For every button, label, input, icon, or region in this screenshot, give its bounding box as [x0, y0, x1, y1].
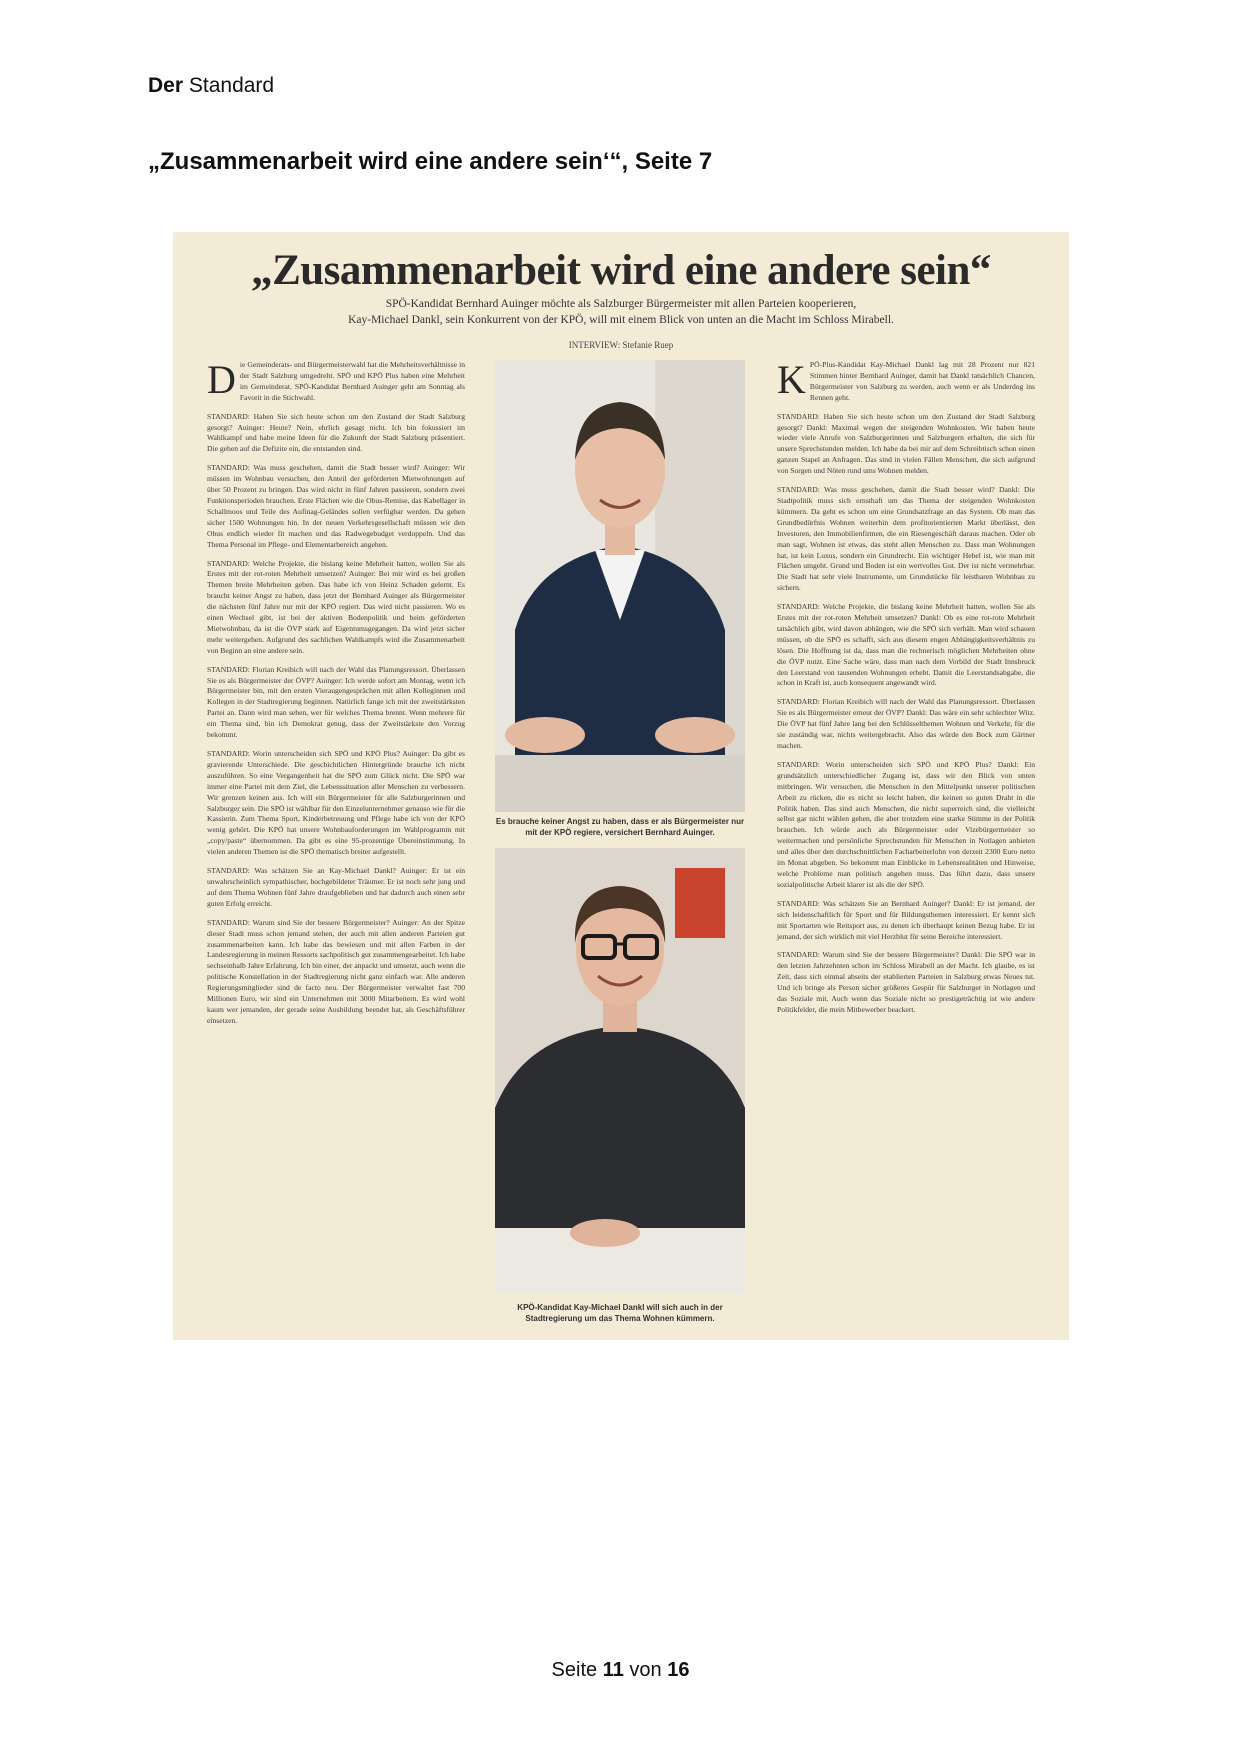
- left-paragraph: STANDARD: Was schätzen Sie an Kay-Michael Dankl? Auinger: Er ist ein unwahrscheinlich sympathischer, hochgebildeter Träumer. Er ist noch sehr jung und auf dem Thema Wohnen fünf Jahre draufgeblieben und hat dadurch auch einen sehr guten Erfolg erreicht.: [207, 866, 465, 908]
- right-column: [777, 357, 1035, 1024]
- newspaper-clipping: [173, 232, 1069, 1340]
- right-paragraph: STANDARD: Welche Projekte, die bislang keine Mehrheit hatten, wollen Sie als Erstes mit der rot-roten Mehrheit umsetzen? Dankl: Ob es eine rot-rote Mehrheit tatsächlich gibt, wird davon abhängen, wie die SPÖ sich verhält. Man wird schauen müssen, ob die SPÖ es schafft, sich aus diesem engen Abhängigkeitsverhältnis zu lösen. Die Hoffnung ist da, dass man die rechnerisch möglichen Mehrheiten ohne die ÖVP nutzt. Eine Sache wäre, dass man nach dem Vorbild der Stadt Innsbruck den Leerstand von tausenden Wohnungen erhebt. Damit die Leerstandsabgabe, die schon in Kraft ist, auch konsequent angewandt wird.: [777, 602, 1035, 688]
- publication-name-bold: Der: [148, 74, 184, 97]
- left-paragraph: STANDARD: Florian Kreibich will nach der Wahl das Planungsressort. Überlassen Sie es als Bürgermeister der ÖVP? Auinger: Ich werde sofort am Montag, wenn ich Bürgermeister bin, mit den ersten Vieraugengesprächen mit allen Kolleginnen und Kollegen in der Stadtregierung beginnen. Natürlich fange ich mit der zweitstärksten Partei an. Dann wird man sehen, wer für welches Thema brennt. Wenn mehrere für ein Thema sind, bin ich Demokrat genug, dass der Zweitstärkste den Vorzug bekommt.: [207, 664, 465, 740]
- document-title: „Zusammenarbeit wird eine andere sein‘“, Seite 7: [148, 148, 713, 175]
- portrait-auinger-illustration: [495, 360, 745, 812]
- right-paragraph: STANDARD: Warum sind Sie der bessere Bürgermeister? Dankl: Die SPÖ war in den letzten Jahrzehnten schon im Schloss Mirabell an der Macht. Ich glaube, es ist Zeit, dass sich einmal abseits der etablierten Parteien in Salzburg etwas Neues tut. Und ich bringe als Person sicher größeres Gespür für Salzburger in Notlagen und das Soziale mit. Auch wenn das Soziale nicht so prestigeträchtig ist wie andere Politikfelder, die mein Mitbewerber beackert.: [777, 950, 1035, 1014]
- article-lede: [173, 296, 1069, 328]
- right-dropcap: K: [777, 357, 806, 402]
- right-paragraph: PÖ-Plus-Kandidat Kay-Michael Dankl lag mit 28 Prozent nur 821 Stimmen hinter Bernhard Auinger, damit hat Dankl tatsächlich Chancen, Bürgermeister von Salzburg zu werden, auch wenn er als Underdog ins Rennen geht.: [809, 360, 1035, 402]
- right-paragraph: STANDARD: Was muss geschehen, damit die Stadt besser wird? Dankl: Die Stadtpolitik muss sich ernsthaft um das Thema der steigenden Wohnkosten kümmern. Da geht es schon um eine Grundsatzfrage an das System. Ob man das Grundbedürfnis Wohnen weiterhin dem profitorientierten Markt überlässt, den Investoren, den Immobilienfirmen, die ein Riesengeschäft daraus machen. Oder ob man sagt, Wohnen ist etwas, das steht allen Menschen zu. Dass man Wohnungen hat, ist kein Luxus, sondern ein Grundrecht. Ein wichtiger Hebel ist, wie man mit Flächen umgeht. Grund und Boden ist ein wertvolles Gut. Der ist nicht vermehrbar. Die Stadt hat sehr viele Instrumente, um Grundstücke für leistbaren Wohnbau zu sichern.: [777, 485, 1035, 593]
- left-paragraph: STANDARD: Welche Projekte, die bislang keine Mehrheit hatten, wollen Sie als Erstes mit der rot-roten Mehrheit umsetzen? Auinger: Bei mir wird es bei großen Themen breite Mehrheiten geben. Das habe ich von Heinz Schaden gelernt. Es braucht keiner Angst zu haben, dass jetzt der Bernhard Auinger als Bürgermeister die nächsten fünf Jahre nur mit der KPÖ regiert. Das wird nicht passieren. Wo es einen Wechsel gibt, ist bei der aktiven Bodenpolitik und beim geförderten Mietwohnbau, da ist die ÖVP stark auf Eigentumsgegangen. Da wird jetzt sicher mehr weitergehen. Aufgrund des sachlichen Wahlkampfs wird die Zusammenarbeit von Beginn an eine andere sein.: [207, 558, 465, 655]
- right-paragraph: STANDARD: Was schätzen Sie an Bernhard Auinger? Dankl: Er ist jemand, der sich leidenschaftlich für Sport und für Bildungsthemen interessiert. Er kennt sich mit Sportarten wie Reitsport aus, zu denen ich überhaupt keinen Bezug habe. Er ist jemand, der sich wirklich mit viel Herzblut für seine Bereiche interessiert.: [777, 898, 1035, 941]
- photo-dankl: [495, 848, 745, 1294]
- article-headline: „Zusammenarbeit wird eine andere sein“: [251, 247, 991, 294]
- right-paragraph: STANDARD: Florian Kreibich will nach der Wahl das Planungsressort. Überlassen Sie es als Bürgermeister erneut der ÖVP? Dankl: Das wäre ein sehr schlechter Witz. Die ÖVP hat fünf Jahre lang bei den Schlüsselthemen Wohnen und Verkehr, für die sie zuständig war, nichts weitergebracht. Also das würde den Bock zum Gärtner machen.: [777, 697, 1035, 750]
- lede-line-2: Kay-Michael Dankl, sein Konkurrent von der KPÖ, will mit einem Blick von unten an die Macht im Schloss Mirabell.: [348, 314, 894, 326]
- portrait-dankl-illustration: [495, 848, 745, 1294]
- publication-name: [148, 74, 274, 98]
- right-paragraph: STANDARD: Haben Sie sich heute schon um den Zustand der Stadt Salzburg gesorgt? Dankl: Maximal wegen der steigenden Wohnkosten. Wir haben heute wieder viele Anrufe von Salzburgerinnen und Salzburgern erhalten, die sich für unsere Sprechstunden melden. Ich habe da bei mir auf dem Schreibtisch schon einen ganzen Stapel an Anfragen. Das sind in vielen Fällen Menschen, die sich aufgrund von Sorgen und Nöten rund ums Wohnen melden.: [777, 411, 1035, 476]
- photo-caption-bottom: KPÖ-Kandidat Kay-Michael Dankl will sich auch in der Stadtregierung um das Thema Wohnen kümmern.: [517, 1303, 723, 1323]
- publication-name-regular: Standard: [188, 74, 275, 97]
- left-paragraph: STANDARD: Warum sind Sie der bessere Bürgermeister? Auinger: An der Spitze dieser Stadt muss schon jemand stehen, der auch mit allen anderen Parteien gut zusammenarbeiten kann. Ich habe das bewiesen und mit allen Farben in der Landesregierung in meinen Ressorts sachpolitisch gut zusammengearbeitet. Ich habe sechseinhalb Jahre Erfahrung. Ich bin einer, der anpackt und umsetzt, auch wenn die politische Konstellation in der Stadtregierung nicht ganz einfach war. Alle anderen Regierungsmitglieder sind de facto neu. Der Bürgermeister verwaltet fast 700 Millionen Euro, wir sind ein Unternehmen mit 3000 Mitarbeitern. Es wird wohl kaum wer jemanden, der gerade seine Ausbildung beendet hat, als Geschäftsführer einsetzen.: [207, 917, 465, 1025]
- left-dropcap: D: [207, 357, 236, 402]
- left-column: [207, 357, 465, 1035]
- left-paragraph: ie Gemeinderats- und Bürgermeisterwahl hat die Mehrheitsverhältnisse in der Stadt Salzburg umgedreht. SPÖ und KPÖ Plus haben eine Mehrheit im Gemeinderat. SPÖ-Kandidat Bernhard Auinger geht am Sonntag als Favorit in die Stichwahl.: [239, 360, 465, 402]
- left-paragraph: STANDARD: Worin unterscheiden sich SPÖ und KPÖ Plus? Auinger: Da gibt es gravierende Unterschiede. Die geschichtlichen Hintergründe brauche ich nicht auszuführen. So eine Vergangenheit hat die SPÖ zum Glück nicht. Die SPÖ war immer eine Partei mit dem Ziel, die Lebenssituation aller Menschen zu verbessern. Wir grenzen keinen aus. Ich will ein Bürgermeister für alle Salzburgerinnen und Salzburger sein. Die SPÖ ist wählbar für den Einzelunternehmer genauso wie für die Kassierin. Zum Thema Sport, Kinderbetreuung und Pflege habe ich von der KPÖ wenig gehört. Die KPÖ hat unsere Wohnbauforderungen im Wahlprogramm mit „copy/paste“ übernommen. Da gibt es eine 95-prozentige Übereinstimmung. In vielen anderen Themen ist die SPÖ thematisch breiter aufgestellt.: [207, 749, 465, 857]
- photo-caption-top: Es brauche keiner Angst zu haben, dass er als Bürgermeister nur mit der KPÖ regiere, versichert Bernhard Auinger.: [495, 817, 745, 837]
- page-separator: von: [629, 1659, 662, 1681]
- lede-line-1: SPÖ-Kandidat Bernhard Auinger möchte als Salzburger Bürgermeister mit allen Parteien kooperieren,: [385, 298, 857, 310]
- right-paragraph: STANDARD: Worin unterscheiden sich SPÖ und KPÖ Plus? Dankl: Ein grundsätzlich unterschiedlicher Zugang ist, dass wir den Blick von unten mitbringen. Wir versuchen, die Menschen in den Mittelpunkt unserer politischen Arbeit zu rücken, die es nicht so leicht haben, die keinen so guten Draht in die Politik haben. Das sind auch Menschen, die nicht superreich sind, die vielleicht selbst gar nicht wählen gehen, die aber trotzdem eine starke Stimme in der Politik brauchen. Ich würde auch als Bürgermeister oder Vizebürgermeister so weitermachen und persönliche Sprechstunden für Menschen in Notlagen anbieten und alles über den durchschnittlichen Facharbeiterlohn von derzeit 2300 Euro netto im Monat abgeben. So bekommt man Einblicke in Lebensrealitäten und Hinweise, welche Probleme man politisch angehen muss. Das führt dazu, dass unsere sozialpolitische Arbeit klarer ist als die der SPÖ.: [777, 759, 1035, 889]
- photo-auinger: [495, 360, 745, 812]
- page-total: 16: [667, 1659, 690, 1681]
- interview-credit: INTERVIEW: Stefanie Ruep: [568, 340, 674, 350]
- page-current: 11: [602, 1659, 624, 1681]
- page-prefix: Seite: [551, 1659, 598, 1681]
- left-paragraph: STANDARD: Haben Sie sich heute schon um den Zustand der Stadt Salzburg gesorgt? Auinger: Heute? Nein, ehrlich gesagt nicht. Ich bin fokussiert im Wahlkampf und habe meine Ideen für die Zukunft der Stadt Salzburg präsentiert. Die gehen auf die Defizite ein, die entstanden sind.: [207, 411, 465, 454]
- left-paragraph: STANDARD: Was muss geschehen, damit die Stadt besser wird? Auinger: Wir müssen im Wohnbau versuchen, den Anteil der geförderten Mietwohnungen auf über 50 Prozent zu bringen. Das wird nicht in fünf Jahren passieren, sondern zwei Funktionsperioden brauchen. Erste Flächen wie die Obus-Remise, das Kabellager in Schallmoos und Teile des Aufinag-Geländes sollen verfügbar werden. Da gehen sicher 1500 Wohnungen hin. In der neuen Verkehrsgesellschaft müssen wir den Obus endlich wieder fit machen und das Radwegebudget verdoppeln. Und das Thema Personal im Pflege- und Elementarbereich angehen.: [207, 463, 465, 549]
- page-footer: [0, 1659, 1241, 1682]
